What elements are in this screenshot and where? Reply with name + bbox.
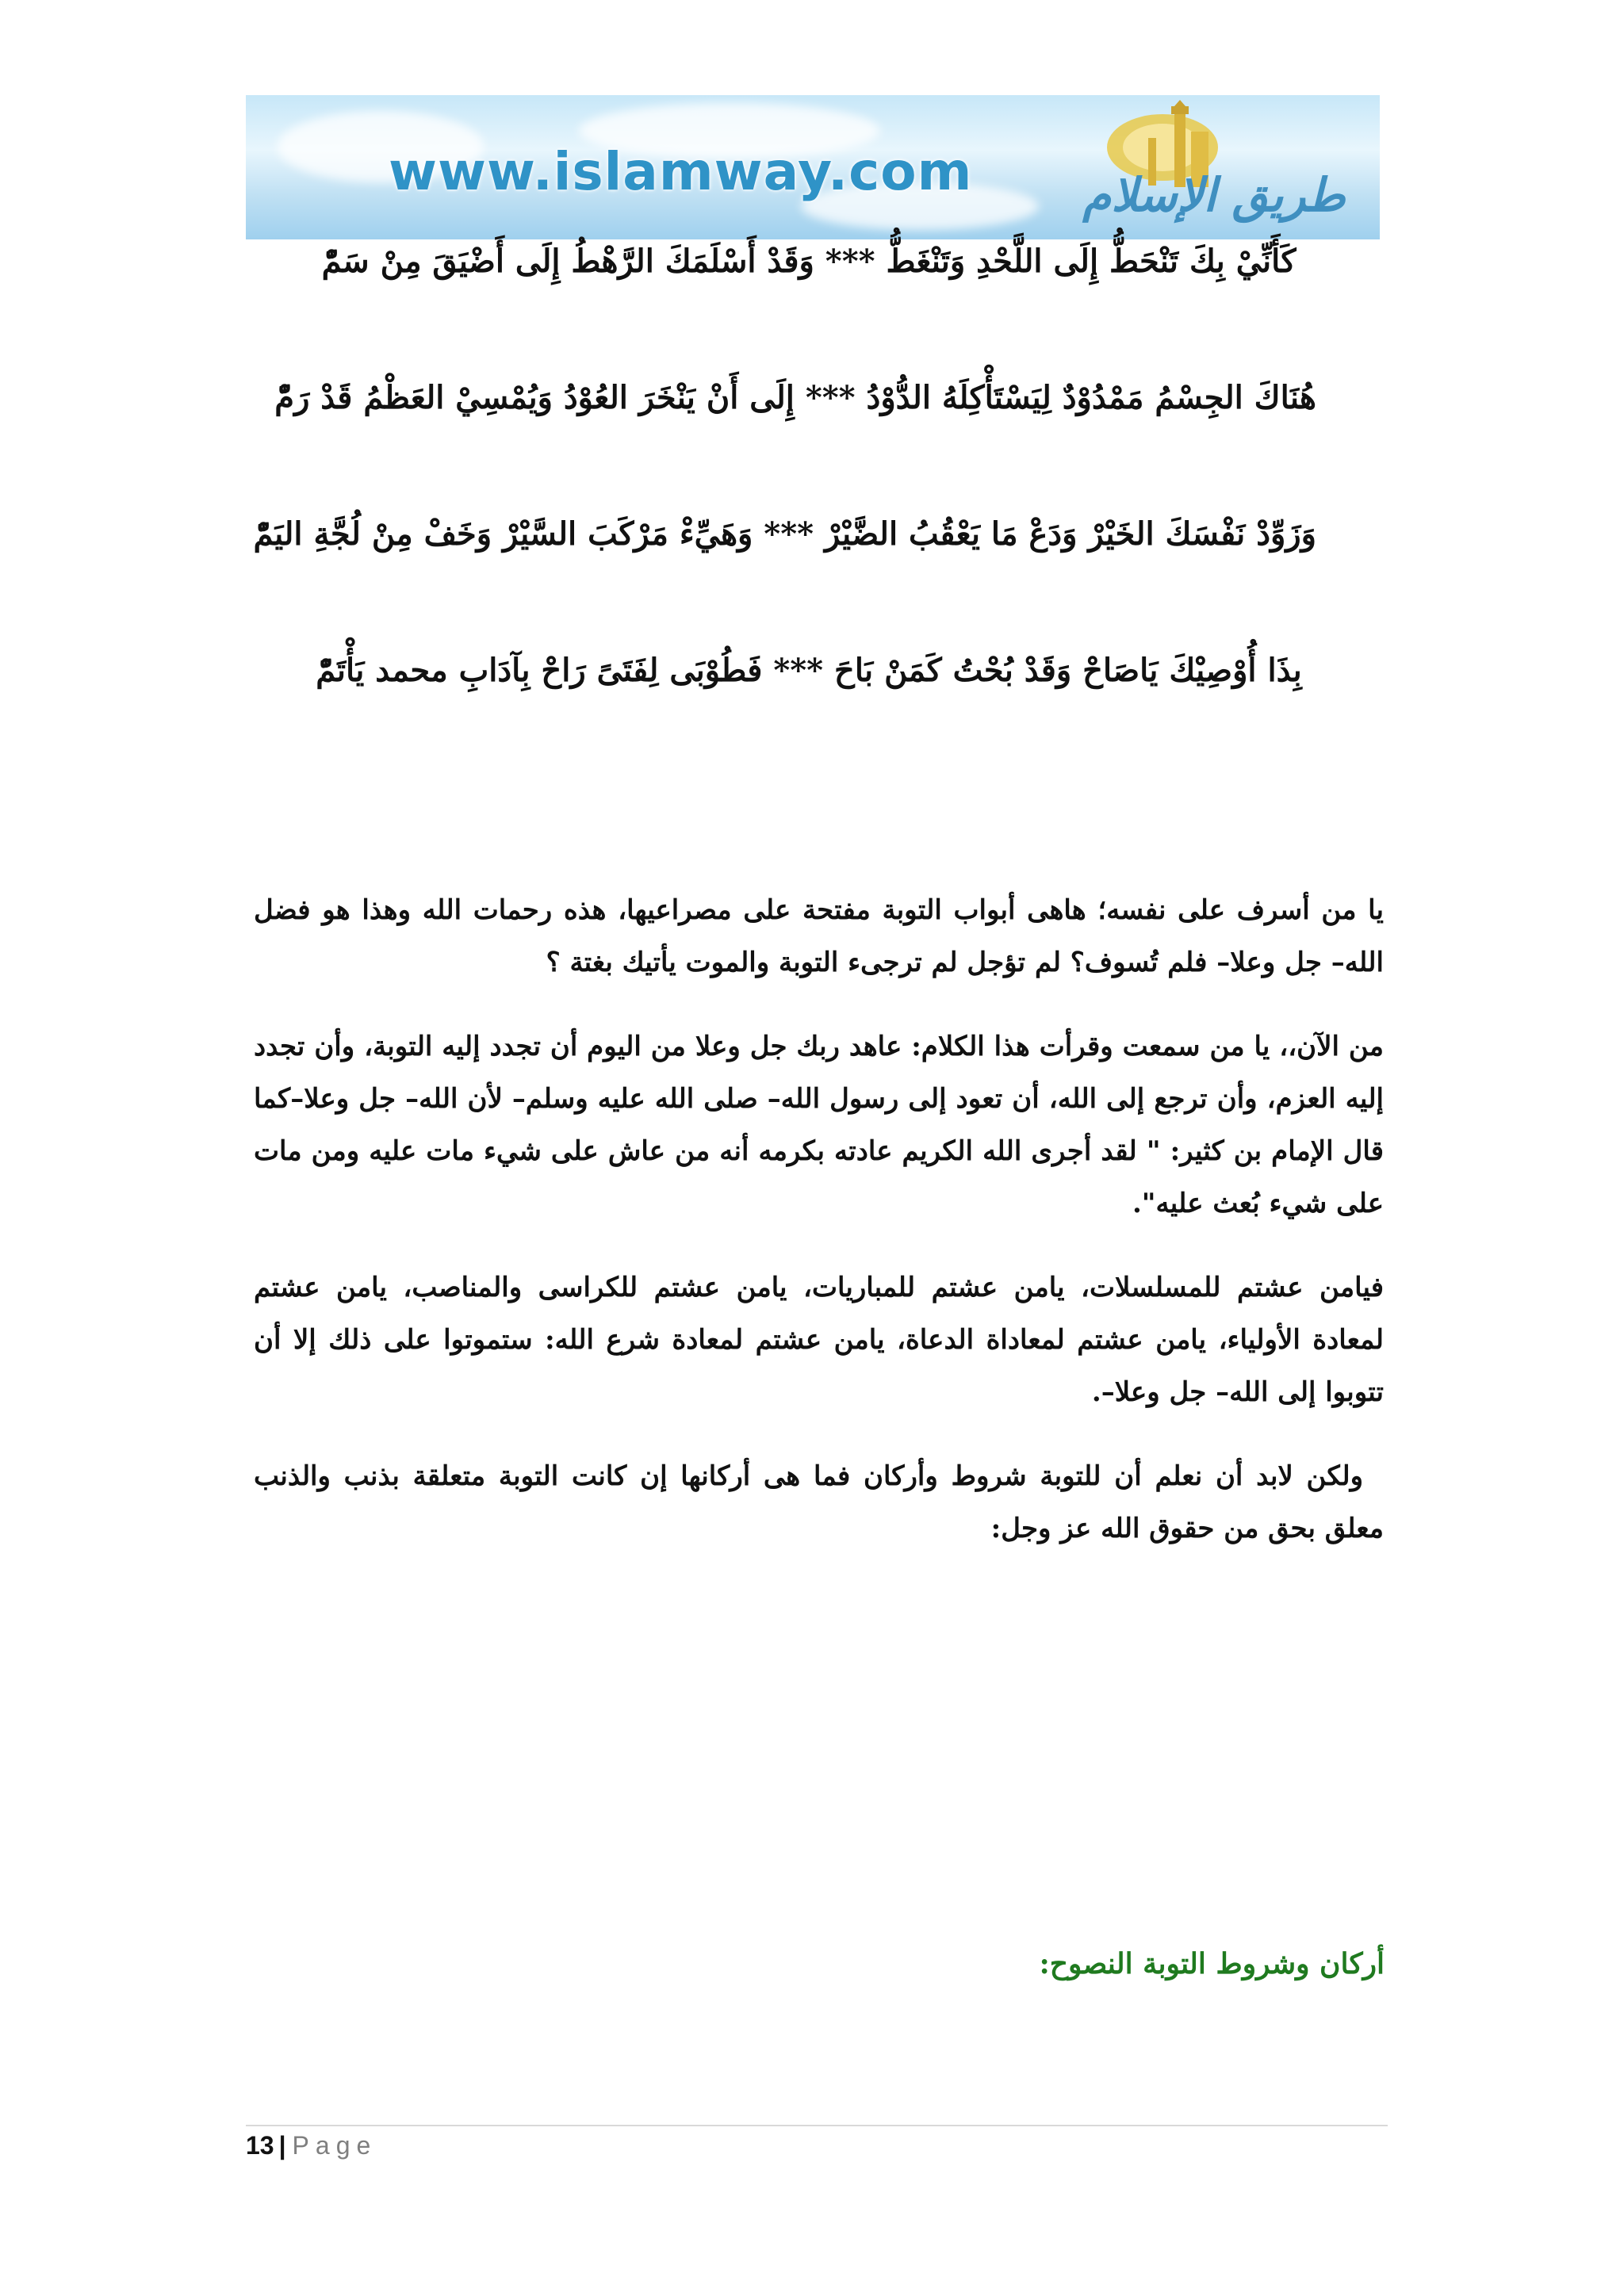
section-heading: أركان وشروط التوبة النصوح: (1039, 1947, 1385, 1980)
poem-verses (253, 238, 1316, 783)
header-banner (246, 95, 1380, 239)
footer-divider (246, 2125, 1388, 2126)
islamway-logo-icon (1059, 100, 1361, 235)
footer-separator: | (278, 2131, 286, 2160)
poem-verse-3: وَزَوِّدْ نَفْسَكَ الخَيْرْ وَدَعْ مَا يَعْقُبُ الضَّيْرْ *** وَهَيِّءْ مَرْكَبَ السَّيْرْ وَخَفْ مِنْ لُجَّةِ اليَمّْ (253, 515, 1316, 553)
body-text (254, 884, 1384, 1586)
poem-verse-1: كَأَنِّيْ بِكَ تَنْحَطُّ إِلَى اللَّحْدِ وَتَنْغَطُّ *** وَقَدْ أَسْلَمَكَ الرَّهْطُ إِلَى أَضْيَقَ مِنْ سَمّْ (321, 243, 1297, 280)
page-number: 13 (246, 2131, 274, 2160)
paragraph-4: ولكن لابد أن نعلم أن للتوبة شروط وأركان فما هى أركانها إن كانت التوبة متعلقة بذنب والذنب معلق بحق من حقوق الله عز وجل: (254, 1460, 1384, 1544)
paragraph-3: فيامن عشتم للمسلسلات، يامن عشتم للمباريات، يامن عشتم للكراسى والمناصب، يامن عشتم لمعادة الأولياء، يامن عشتم لمعاداة الدعاة، يامن عشتم لمعادة شرع الله: ستموتوا على ذلك إلا أن تتوبوا إلى الله– جل وعلا–. (254, 1272, 1384, 1408)
paragraph-1: يا من أسرف على نفسه؛ هاهى أبواب التوبة مفتحة على مصراعيها، هذه رحمات الله وهذا هو فضل الله– جل وعلا– فلم تُسوف؟ لم تؤجل لم ترجىء التوبة والموت يأتيك بغتة ؟ (254, 894, 1384, 978)
logo-text: طريق الإسلام (1082, 168, 1346, 222)
paragraph-2: من الآن،، يا من سمعت وقرأت هذا الكلام: عاهد ربك جل وعلا من اليوم أن تجدد إليه التوبة، وأن تجدد إليه العزم، وأن ترجع إلى الله، أن تعود إلى رسول الله– صلى الله عليه وسلم– لأن الله– جل وعلا–كما قال الإمام بن كثير: " لقد أجرى الله الكريم عادته بكرمه أنه من عاش على شيء مات عليه ومن مات على شيء بُعث عليه". (254, 1031, 1384, 1219)
poem-verse-2: هُنَاكَ الجِسْمُ مَمْدُوْدٌ لِيَسْتَأْكِلَهُ الدُّوْدُ *** إِلَى أَنْ يَنْخَرَ العُوْدُ وَيُمْسِيْ العَظْمُ قَدْ رَمّْ (274, 379, 1316, 416)
poem-verse-4: بِذَا أُوْصِيْكَ يَاصَاحْ وَقَدْ بُحْتُ كَمَنْ بَاحَ *** فَطُوْبَى لِفَتَىً رَاحْ بِآدَابِ محمد يَأْتَمّْ (316, 652, 1302, 689)
page-label: Page (292, 2131, 377, 2160)
site-url: www.islamway.com (389, 141, 973, 202)
page-footer (246, 2131, 377, 2160)
